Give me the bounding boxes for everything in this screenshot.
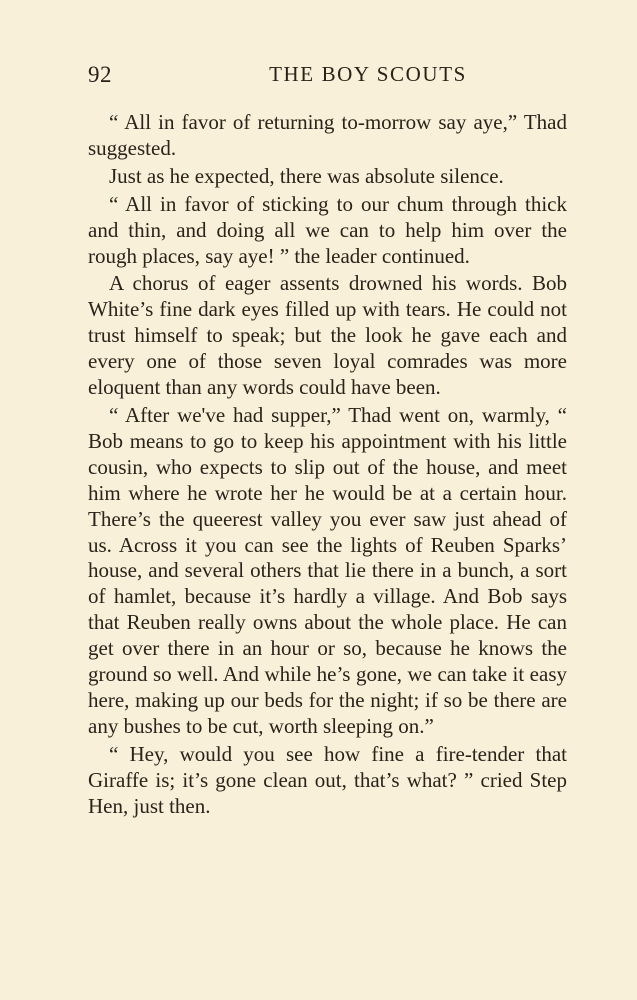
paragraph: “ All in favor of returning to-morrow say aye,” Thad suggested. — [88, 110, 567, 160]
paragraph: A chorus of eager assents drowned his words. Bob White’s fine dark eyes filled up with tears. He could not trust himself to speak; but the look he gave each and every one of those seven loyal comrades was more eloquent than any words could have been. — [88, 271, 567, 400]
page-header — [88, 62, 566, 96]
paragraph: Just as he expected, there was absolute silence. — [109, 163, 504, 188]
paragraph: “ After we've had supper,” Thad went on, warmly, “ Bob means to go to keep his appointment with his little cousin, who expects to slip out of the house, and meet him where he wrote her he would be at a certain hour. There’s the queerest valley you ever saw just ahead of us. Across it you can see the lights of Reuben Sparks’ house, and several others that lie there in a bunch, a sort of hamlet, because it’s hardly a village. And Bob says that Reuben really owns about the whole place. He can get over there in an hour or so, because he knows the ground so well. And while he’s gone, we can take it easy here, making up our beds for the night; if so be there are any bushes to be cut, worth sleeping on.” — [88, 402, 567, 738]
paragraph: “ Hey, would you see how fine a fire-tender that Giraffe is; it’s gone clean out, that’s what? ” cried Step Hen, just then. — [88, 741, 567, 818]
paragraph: “ All in favor of sticking to our chum through thick and thin, and doing all we can to help him over the rough places, say aye! ” the leader continued. — [88, 191, 567, 268]
page-number: 92 — [88, 62, 112, 87]
running-title: THE BOY SCOUTS — [269, 62, 467, 86]
body-text — [88, 110, 567, 819]
